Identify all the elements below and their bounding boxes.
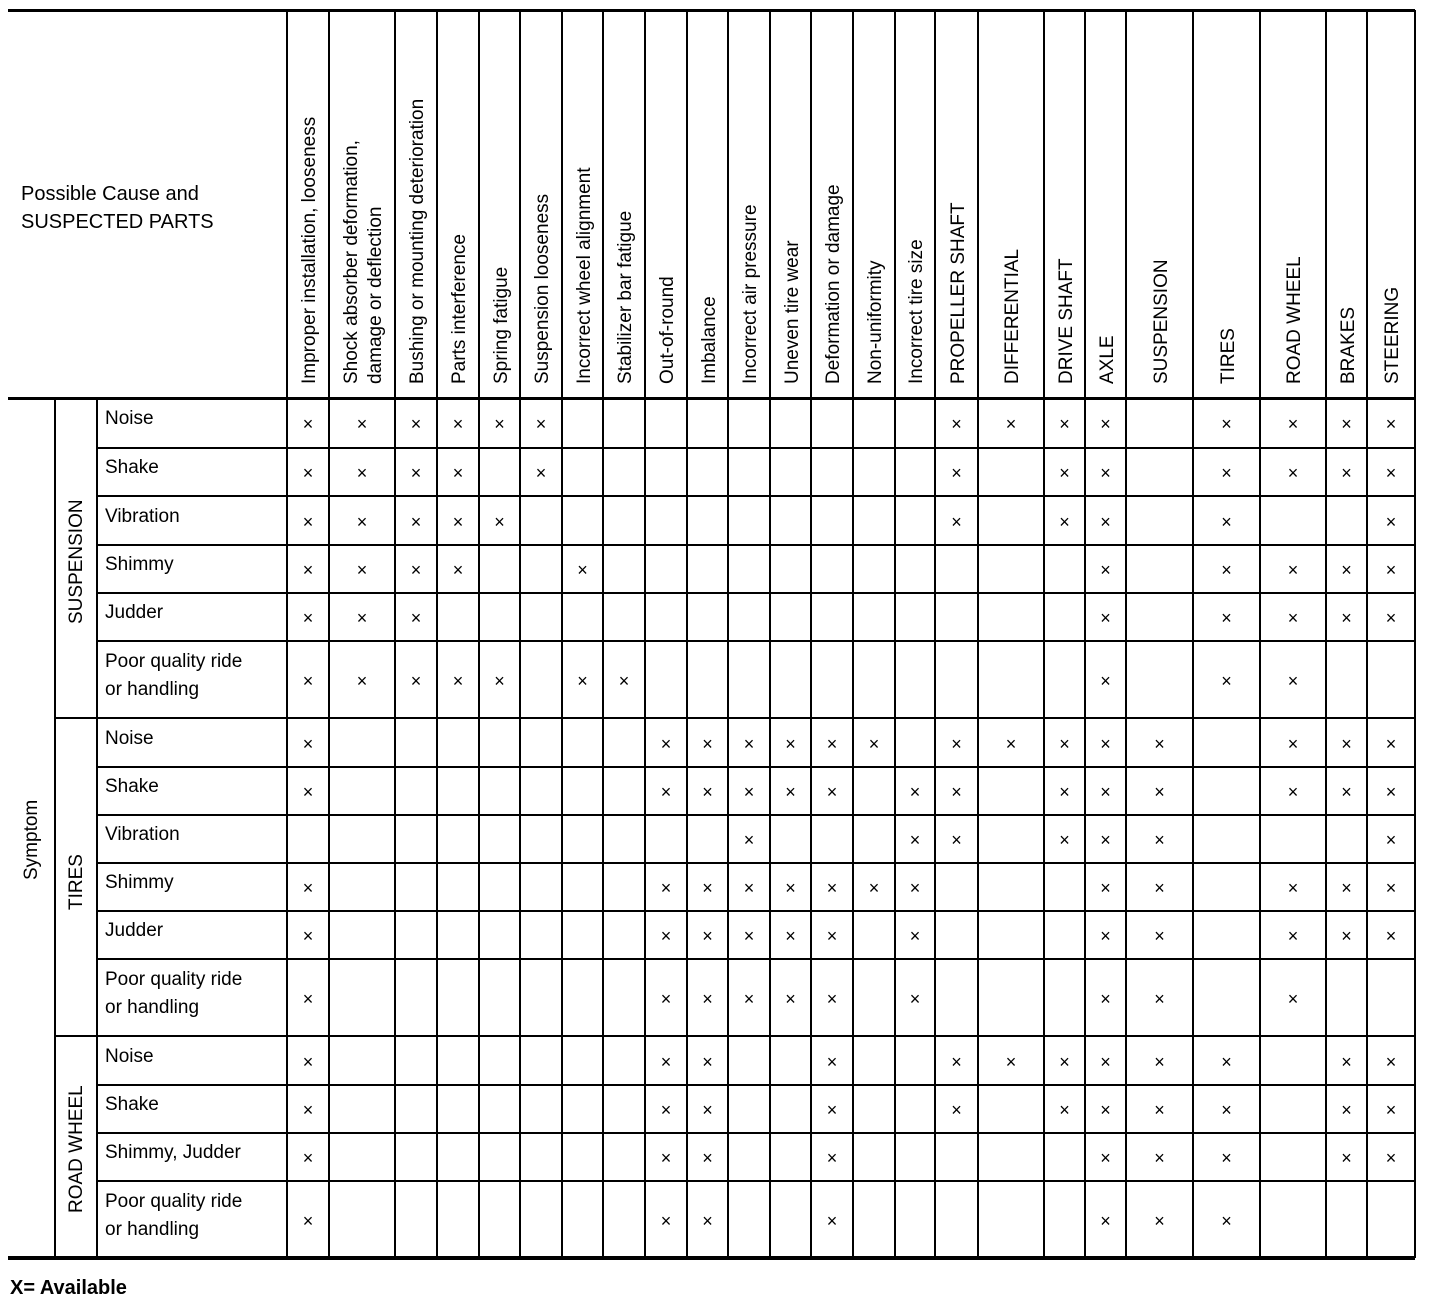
availability-mark: ×: [1100, 830, 1111, 850]
availability-mark: ×: [1059, 414, 1070, 434]
column-header-label: PROPELLER SHAFT: [947, 202, 969, 384]
availability-mark: ×: [1100, 670, 1111, 691]
column-header-label: BRAKES: [1337, 306, 1359, 384]
availability-mark: ×: [1385, 926, 1397, 946]
row-separator: [97, 958, 1415, 960]
symptom-divider: [96, 398, 98, 1258]
availability-mark: ×: [302, 1100, 314, 1120]
availability-mark: ×: [1059, 1100, 1070, 1120]
availability-mark: ×: [494, 414, 505, 434]
availability-mark: ×: [302, 733, 314, 754]
availability-mark: ×: [1385, 782, 1397, 802]
availability-mark: ×: [660, 782, 672, 802]
column-header-label: TIRES: [1217, 328, 1239, 384]
symptom-label: Shake: [105, 776, 159, 797]
column-divider: [769, 10, 771, 1258]
column-header-label: Shock absorber deformation,: [341, 140, 362, 384]
availability-mark: ×: [1221, 670, 1232, 691]
symptom-label: Poor quality ride: [105, 650, 243, 672]
availability-mark: ×: [1385, 830, 1397, 850]
availability-mark: ×: [302, 463, 314, 483]
availability-mark: ×: [826, 926, 838, 946]
row-separator: [97, 814, 1415, 816]
column-divider: [852, 10, 854, 1258]
column-header-label: Deformation or damage: [823, 184, 844, 384]
availability-mark: ×: [1100, 782, 1111, 802]
availability-mark: ×: [1154, 1210, 1165, 1231]
availability-mark: ×: [1100, 608, 1111, 628]
column-header-label: Incorrect air pressure: [740, 204, 761, 384]
availability-mark: ×: [951, 733, 962, 754]
column-divider: [328, 10, 330, 1258]
availability-mark: ×: [1221, 1148, 1232, 1168]
column-divider: [1325, 10, 1327, 1258]
symptom-label: or handling: [105, 678, 200, 700]
availability-mark: ×: [1100, 1210, 1111, 1231]
availability-mark: ×: [1287, 733, 1299, 754]
column-divider: [1414, 10, 1416, 1258]
column-divider: [686, 10, 688, 1258]
availability-mark: ×: [1341, 926, 1352, 946]
symptom-label: Judder: [105, 602, 164, 623]
availability-mark: ×: [1287, 988, 1299, 1009]
column-header-label: Improper installation, looseness: [299, 116, 320, 384]
availability-mark: ×: [743, 988, 755, 1009]
column-divider: [1366, 10, 1368, 1258]
availability-mark: ×: [1385, 878, 1397, 898]
availability-mark: ×: [1100, 878, 1111, 898]
availability-mark: ×: [826, 782, 838, 802]
availability-mark: ×: [1059, 733, 1070, 754]
availability-mark: ×: [702, 988, 713, 1009]
availability-mark: ×: [1341, 782, 1352, 802]
table-top-rule: [8, 9, 1415, 12]
availability-mark: ×: [1221, 608, 1232, 628]
availability-mark: ×: [1341, 878, 1352, 898]
legend-note: X= Available: [10, 1277, 127, 1299]
availability-mark: ×: [1154, 782, 1165, 802]
availability-mark: ×: [410, 608, 422, 628]
column-header-label: DIFFERENTIAL: [1002, 248, 1023, 384]
availability-mark: ×: [1221, 1210, 1232, 1231]
availability-mark: ×: [660, 926, 672, 946]
group-label: TIRES: [66, 854, 87, 910]
availability-mark: ×: [1100, 733, 1111, 754]
availability-mark: ×: [452, 463, 464, 483]
availability-mark: ×: [1221, 1051, 1232, 1072]
symptom-label: Poor quality ride: [105, 1190, 243, 1212]
column-divider: [1192, 10, 1194, 1258]
availability-mark: ×: [660, 878, 672, 898]
availability-mark: ×: [1100, 988, 1111, 1009]
symptom-label: or handling: [105, 1218, 200, 1240]
column-divider: [1125, 10, 1127, 1258]
column-header-label: SUSPENSION: [1150, 259, 1172, 384]
column-divider: [478, 10, 480, 1258]
availability-mark: ×: [356, 560, 368, 580]
availability-mark: ×: [826, 1051, 838, 1072]
availability-mark: ×: [826, 988, 838, 1009]
column-header-label: STEERING: [1382, 286, 1403, 384]
availability-mark: ×: [535, 463, 547, 483]
row-separator: [97, 1132, 1415, 1134]
availability-mark: ×: [826, 733, 838, 754]
symptom-label: Shake: [105, 1094, 159, 1115]
availability-mark: ×: [1154, 926, 1165, 946]
availability-mark: ×: [868, 733, 880, 754]
availability-mark: ×: [577, 560, 588, 580]
availability-mark: ×: [785, 782, 796, 802]
availability-mark: ×: [1341, 608, 1352, 628]
symptom-label: Vibration: [105, 824, 180, 845]
availability-mark: ×: [302, 560, 314, 580]
column-header-label: ROAD WHEEL: [1284, 256, 1305, 384]
group-separator: [55, 717, 1415, 719]
availability-mark: ×: [494, 670, 505, 691]
availability-mark: ×: [356, 608, 368, 628]
symptom-label: Shimmy: [105, 872, 174, 893]
availability-mark: ×: [302, 988, 314, 1009]
availability-mark: ×: [826, 1148, 838, 1168]
availability-mark: ×: [452, 511, 464, 532]
availability-mark: ×: [1059, 511, 1070, 532]
availability-mark: ×: [1385, 1100, 1397, 1120]
availability-mark: ×: [1287, 878, 1299, 898]
availability-mark: ×: [909, 782, 921, 802]
column-header-label: Spring fatigue: [490, 266, 512, 384]
column-header-label: Parts interference: [449, 234, 470, 384]
availability-mark: ×: [410, 560, 422, 580]
availability-mark: ×: [1341, 1100, 1352, 1120]
row-axis-label: Symptom: [21, 799, 42, 880]
column-divider: [602, 10, 604, 1258]
column-divider: [1043, 10, 1045, 1258]
availability-mark: ×: [1341, 1051, 1352, 1072]
symptom-label: or handling: [105, 996, 200, 1018]
corner-title: [21, 180, 214, 236]
availability-mark: ×: [909, 878, 921, 898]
column-divider: [934, 10, 936, 1258]
corner-title-line2: SUSPECTED PARTS: [21, 211, 214, 233]
availability-mark: ×: [1221, 511, 1232, 532]
availability-mark: ×: [702, 1051, 713, 1072]
availability-mark: ×: [1005, 414, 1017, 434]
availability-mark: ×: [1059, 1051, 1070, 1072]
column-divider: [644, 10, 646, 1258]
availability-mark: ×: [702, 1100, 713, 1120]
availability-mark: ×: [1341, 733, 1352, 754]
availability-mark: ×: [1154, 1051, 1165, 1072]
availability-mark: ×: [1385, 560, 1397, 580]
availability-mark: ×: [356, 463, 368, 483]
row-separator: [97, 544, 1415, 546]
availability-mark: ×: [660, 1148, 672, 1168]
availability-mark: ×: [1100, 511, 1111, 532]
availability-mark: ×: [1385, 1051, 1397, 1072]
availability-mark: ×: [1059, 463, 1070, 483]
symptom-label: Shake: [105, 457, 159, 478]
availability-mark: ×: [951, 1051, 962, 1072]
availability-mark: ×: [702, 1148, 713, 1168]
column-header-label: DRIVE SHAFT: [1055, 258, 1077, 384]
group-label: SUSPENSION: [66, 499, 87, 624]
availability-mark: ×: [410, 670, 422, 691]
availability-mark: ×: [826, 1210, 838, 1231]
availability-mark: ×: [1059, 782, 1070, 802]
availability-mark: ×: [1221, 414, 1232, 434]
availability-mark: ×: [1100, 414, 1111, 434]
column-divider: [561, 10, 563, 1258]
availability-mark: ×: [868, 878, 880, 898]
column-header-label: Bushing or mounting deterioration: [407, 98, 428, 384]
availability-mark: ×: [951, 830, 962, 850]
availability-mark: ×: [743, 926, 755, 946]
availability-mark: ×: [618, 670, 630, 691]
availability-mark: ×: [1100, 1051, 1111, 1072]
availability-mark: ×: [452, 670, 464, 691]
availability-mark: ×: [743, 830, 755, 850]
availability-mark: ×: [1341, 414, 1352, 434]
availability-mark: ×: [410, 511, 422, 532]
availability-mark: ×: [1287, 414, 1299, 434]
availability-mark: ×: [660, 988, 672, 1009]
column-divider: [977, 10, 979, 1258]
availability-mark: ×: [1221, 463, 1232, 483]
availability-mark: ×: [1385, 1148, 1397, 1168]
availability-mark: ×: [410, 414, 422, 434]
availability-mark: ×: [452, 414, 464, 434]
column-header-label: Incorrect wheel alignment: [573, 167, 595, 384]
availability-mark: ×: [1154, 988, 1165, 1009]
availability-mark: ×: [1341, 463, 1352, 483]
column-divider: [1084, 10, 1086, 1258]
availability-mark: ×: [302, 511, 314, 532]
availability-mark: ×: [1385, 733, 1397, 754]
row-separator: [97, 910, 1415, 912]
availability-mark: ×: [951, 463, 962, 483]
row-separator: [97, 640, 1415, 642]
availability-mark: ×: [535, 414, 547, 434]
availability-mark: ×: [302, 608, 314, 628]
availability-mark: ×: [1154, 1100, 1165, 1120]
availability-mark: ×: [1287, 463, 1299, 483]
column-header-label: Uneven tire wear: [781, 240, 803, 384]
row-separator: [97, 766, 1415, 768]
availability-mark: ×: [494, 511, 505, 532]
availability-mark: ×: [302, 926, 314, 946]
row-separator: [97, 1180, 1415, 1182]
availability-mark: ×: [1287, 782, 1299, 802]
column-divider: [519, 10, 521, 1258]
availability-mark: ×: [1100, 1148, 1111, 1168]
availability-mark: ×: [743, 782, 755, 802]
column-divider: [894, 10, 896, 1258]
availability-mark: ×: [577, 670, 588, 691]
symptom-label: Poor quality ride: [105, 968, 243, 990]
availability-mark: ×: [785, 733, 796, 754]
row-separator: [97, 862, 1415, 864]
availability-mark: ×: [660, 1100, 672, 1120]
availability-mark: ×: [785, 988, 796, 1009]
availability-mark: ×: [1154, 1148, 1165, 1168]
symptom-label: Shimmy, Judder: [105, 1142, 241, 1163]
availability-mark: ×: [702, 733, 713, 754]
column-header-label: Suspension looseness: [532, 193, 553, 384]
availability-mark: ×: [743, 733, 755, 754]
availability-mark: ×: [702, 1210, 713, 1231]
availability-mark: ×: [909, 926, 921, 946]
column-divider: [1259, 10, 1261, 1258]
column-divider: [436, 10, 438, 1258]
availability-mark: ×: [660, 1210, 672, 1231]
availability-mark: ×: [785, 878, 796, 898]
column-divider: [727, 10, 729, 1258]
availability-mark: ×: [1100, 1100, 1111, 1120]
availability-mark: ×: [1059, 830, 1070, 850]
symptom-label: Noise: [105, 408, 154, 429]
symptom-label: Vibration: [105, 505, 180, 527]
availability-mark: ×: [356, 511, 368, 532]
availability-mark: ×: [1287, 560, 1299, 580]
column-header-label: AXLE: [1096, 335, 1118, 384]
availability-mark: ×: [909, 830, 921, 850]
symptom-label: Judder: [105, 920, 164, 941]
group-divider: [54, 398, 56, 1258]
column-header-label: Non-uniformity: [865, 260, 886, 384]
availability-mark: ×: [702, 782, 713, 802]
availability-mark: ×: [1100, 926, 1111, 946]
availability-mark: ×: [1154, 830, 1165, 850]
availability-mark: ×: [1100, 560, 1111, 580]
availability-mark: ×: [702, 878, 713, 898]
symptom-label: Noise: [105, 1045, 154, 1067]
column-header-label: damage or deflection: [365, 206, 386, 384]
group-separator: [55, 1035, 1415, 1037]
availability-mark: ×: [1154, 733, 1165, 754]
availability-mark: ×: [302, 670, 314, 691]
availability-mark: ×: [1005, 733, 1017, 754]
availability-mark: ×: [1385, 608, 1397, 628]
availability-mark: ×: [1221, 560, 1232, 580]
row-separator: [97, 1084, 1415, 1086]
availability-mark: ×: [452, 560, 464, 580]
availability-mark: ×: [909, 988, 921, 1009]
availability-mark: ×: [356, 670, 368, 691]
column-header-label: Stabilizer bar fatigue: [615, 210, 636, 384]
availability-mark: ×: [1221, 1100, 1232, 1120]
row-separator: [97, 495, 1415, 497]
symptom-label: Noise: [105, 727, 154, 749]
availability-mark: ×: [356, 414, 368, 434]
availability-mark: ×: [951, 1100, 962, 1120]
column-header-label: Imbalance: [698, 296, 720, 384]
table-bottom-rule: [8, 1256, 1415, 1260]
availability-mark: ×: [1341, 1148, 1352, 1168]
corner-title-line1: Possible Cause and: [21, 183, 199, 205]
column-divider: [810, 10, 812, 1258]
availability-mark: ×: [660, 733, 672, 754]
availability-mark: ×: [1287, 608, 1299, 628]
column-header-label: Incorrect tire size: [906, 239, 927, 384]
row-separator: [97, 447, 1415, 449]
group-label: ROAD WHEEL: [66, 1085, 87, 1213]
availability-mark: ×: [410, 463, 422, 483]
availability-mark: ×: [1341, 560, 1352, 580]
availability-mark: ×: [302, 1148, 314, 1168]
availability-mark: ×: [826, 1100, 838, 1120]
availability-mark: ×: [302, 1210, 314, 1231]
availability-mark: ×: [1385, 511, 1397, 532]
row-separator: [97, 592, 1415, 594]
availability-mark: ×: [1154, 878, 1165, 898]
availability-mark: ×: [826, 878, 838, 898]
availability-mark: ×: [785, 926, 796, 946]
availability-mark: ×: [951, 782, 962, 802]
availability-mark: ×: [1100, 463, 1111, 483]
column-header-label: Out-of-round: [657, 276, 678, 384]
column-divider: [394, 10, 396, 1258]
availability-mark: ×: [302, 782, 314, 802]
symptom-label: Shimmy: [105, 554, 174, 575]
availability-mark: ×: [1385, 414, 1397, 434]
availability-mark: ×: [1287, 670, 1299, 691]
availability-mark: ×: [951, 511, 962, 532]
availability-mark: ×: [660, 1051, 672, 1072]
availability-mark: ×: [302, 414, 314, 434]
availability-mark: ×: [1287, 926, 1299, 946]
availability-mark: ×: [743, 878, 755, 898]
availability-mark: ×: [951, 414, 962, 434]
availability-mark: ×: [302, 1051, 314, 1072]
availability-mark: ×: [1005, 1051, 1017, 1072]
availability-mark: ×: [302, 878, 314, 898]
header-bottom-rule: [8, 397, 1415, 400]
availability-mark: ×: [1385, 463, 1397, 483]
column-divider: [286, 10, 288, 1258]
availability-mark: ×: [702, 926, 713, 946]
